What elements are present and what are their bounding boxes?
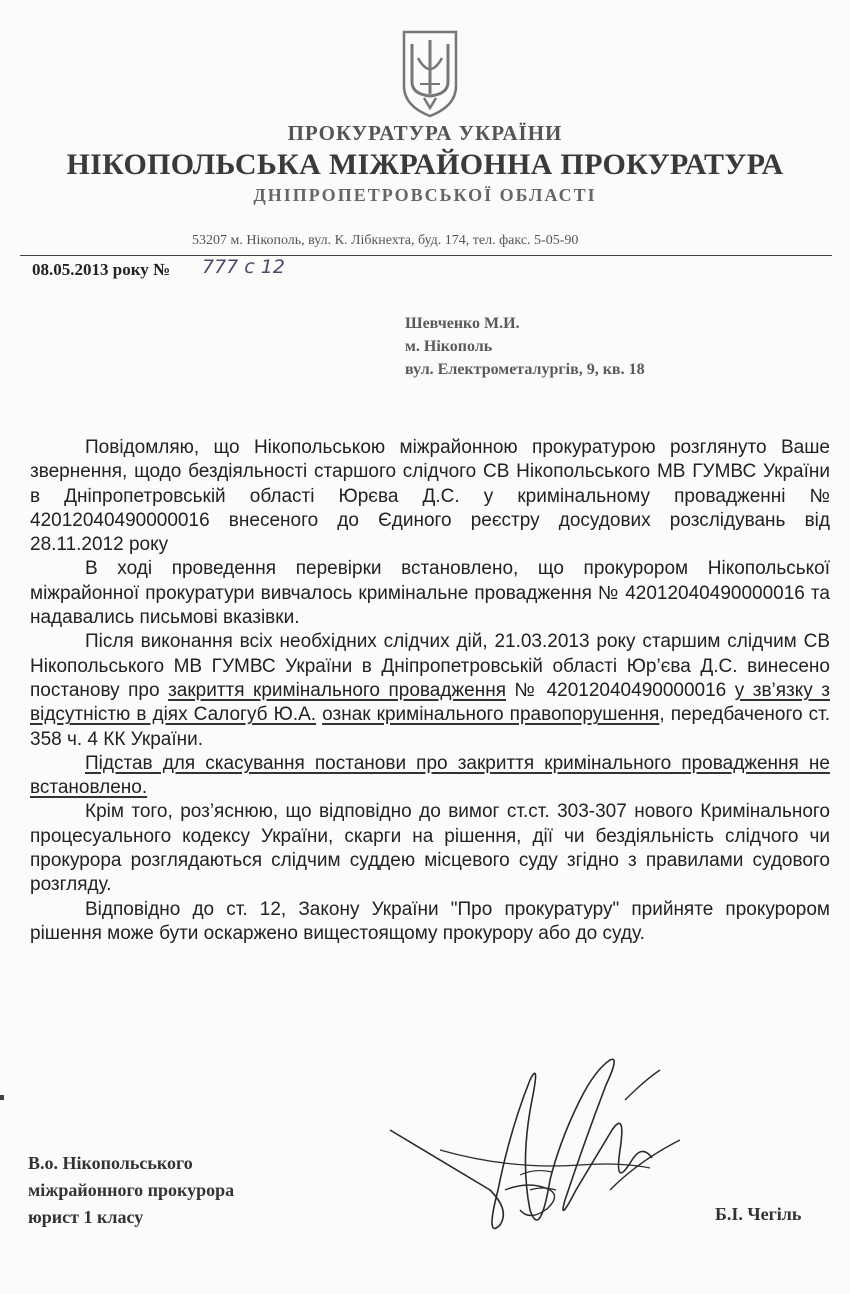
- underlined-text: Підстав для скасування постанови про закриття кримінального провадження не встановлено.: [30, 752, 830, 799]
- signatory-name: Б.І. Чегіль: [715, 1204, 802, 1224]
- document-date: 08.05.2013 року №: [32, 260, 171, 279]
- body-paragraph-5: Крім того, роз’яснюю, що відповідно до вимог ст.ст. 303-307 нового Кримінального процесуального кодексу України, скарги на рішення, дії чи бездіяльність слідчого чи прокурора розглядаються слідчим суддею місцевого суду згідно з правилами судового розгляду.: [30, 801, 830, 896]
- body-paragraph-4: [30, 752, 830, 801]
- org-address: 53207 м. Нікополь, вул. К. Лібкнехта, буд. 174, тел. факс. 5-05-90: [192, 233, 579, 248]
- margin-mark: [0, 1095, 4, 1100]
- letter-body: [30, 436, 830, 946]
- trident-emblem-icon: [398, 28, 462, 118]
- recipient-name: Шевченко М.И.: [405, 315, 520, 332]
- position-line-2: міжрайонного прокурора: [28, 1180, 235, 1200]
- body-text: Після виконання всіх необхідних слідчих дій, 21.03.2013 року старшим слідчим СВ Нікопольського МВ ГУМВС України в Дніпропетровській області Юр’єва Д.С. винесено постанову про: [30, 631, 830, 701]
- org-title: НІКОПОЛЬСЬКА МІЖРАЙОННА ПРОКУРАТУРА: [66, 148, 784, 181]
- body-text: № 42012040490000016: [506, 679, 735, 701]
- recipient-street: вул. Електрометалургів, 9, кв. 18: [405, 361, 645, 378]
- underlined-text: закриття кримінального провадження: [168, 679, 506, 701]
- recipient-block: [405, 312, 645, 381]
- recipient-city: м. Нікополь: [405, 338, 493, 355]
- header-divider: [20, 255, 832, 256]
- body-paragraph-3: [30, 630, 830, 751]
- body-paragraph-6: Відповідно до ст. 12, Закону України "Про прокуратуру" прийняте прокурором рішення може бути оскаржено вищестоящому прокурору або до суду.: [30, 898, 830, 944]
- body-text: , передбаченого ст. 358 ч. 4 КК України.: [30, 704, 830, 750]
- org-line-1: ПРОКУРАТУРА УКРАЇНИ: [287, 121, 563, 145]
- document-number: 777 с 12: [202, 256, 285, 278]
- body-paragraph-1: Повідомляю, що Нікопольською міжрайонною прокуратурою розглянуто Ваше звернення, щодо бездіяльності старшого слідчого СВ Нікопольського МВ ГУМВС України в Дніпропетровській області Юрєва Д.С. у кримінальному провадженні № 42012040490000016 внесеного до Єдиного реєстру досудових розслідувань від 28.11.2012 року: [30, 437, 830, 556]
- body-paragraph-2: В ході проведення перевірки встановлено, що прокурором Нікопольської міжрайонної прокуратури вивчалось кримінальне провадження № 42012040490000016 та надавались письмові вказівки.: [30, 558, 830, 629]
- underlined-text: у зв’язку з відсутністю в діях Салогуб Ю.А.: [30, 679, 830, 726]
- underlined-text: ознак кримінального правопорушення: [322, 704, 660, 726]
- org-region: ДНІПРОПЕТРОВСЬКОЇ ОБЛАСТІ: [253, 185, 597, 205]
- signatory-position: [28, 1150, 234, 1231]
- position-line-3: юрист 1 класу: [28, 1207, 144, 1227]
- handwritten-signature: [380, 1040, 700, 1270]
- position-line-1: В.о. Нікопольського: [28, 1153, 193, 1173]
